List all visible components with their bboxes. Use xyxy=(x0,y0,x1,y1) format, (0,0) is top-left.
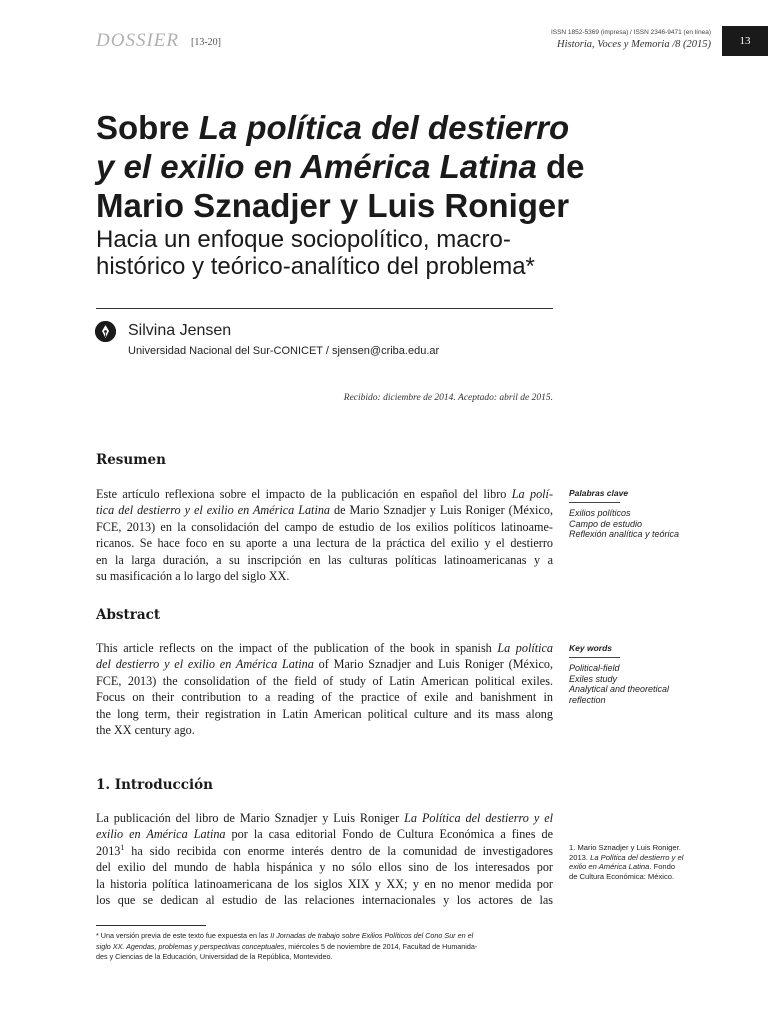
section-label: DOSSIER xyxy=(96,30,179,51)
keywords-es-list xyxy=(569,508,679,540)
text-run: 2013. xyxy=(569,852,591,862)
keyword-item: reflection xyxy=(569,694,606,705)
note-line: 1. Mario Sznadjer y Luis Roniger. xyxy=(569,843,681,852)
text-line: the XX century ago. xyxy=(96,723,195,738)
keyword-item: Exiles study xyxy=(569,673,618,684)
keyword-item: Political-field xyxy=(569,663,620,673)
note-line: des y Ciencias de la Educación, Universidad de la República, Montevideo. xyxy=(96,952,333,961)
text-line: su masificación a lo largo del siglo XX. xyxy=(96,569,290,584)
text-line: ricanos. Se hace foco en su aporte a una lectura de la práctica del exilio y el destierro xyxy=(96,536,553,551)
intro-heading: 1. Introducción xyxy=(96,777,213,793)
title-part: Sobre xyxy=(96,109,199,146)
text-line: del exilio del mundo de habla hispánica y no sólo ellos sino de los interesados por xyxy=(96,860,553,875)
text-line: los que se dedican al estudio de las relaciones internacionales y los actores de las xyxy=(96,893,553,908)
keywords-es-title: Palabras clave xyxy=(569,488,629,498)
text-run: ha sido recibida con enorme interés dentro de la comunidad de investigadores xyxy=(124,843,553,858)
text-run: siglo XX. Agendas, problemas y perspectivas conceptuales xyxy=(96,941,285,951)
author-name: Silvina Jensen xyxy=(128,322,232,339)
intro-paragraph xyxy=(96,810,553,908)
abstract-heading: Abstract xyxy=(96,607,161,623)
keyword-item: Reflexión analítica y teórica xyxy=(569,529,680,539)
keywords-en-rule xyxy=(569,657,620,658)
page-range: [13-20] xyxy=(191,37,221,48)
keyword-item: Campo de estudio xyxy=(569,518,643,529)
abstract-paragraph xyxy=(96,640,553,738)
keywords-en-title: Key words xyxy=(569,643,612,653)
issn: ISSN 1852-5369 (impresa) / ISSN 2346-9471 (en línea) xyxy=(550,29,711,36)
note-line: de Cultura Económica: México. xyxy=(569,871,675,881)
text-run: , miércoles 5 de noviembre de 2014, Facultad de Humanida- xyxy=(284,941,478,951)
text-run: Este artículo reflexiona sobre el impacto de la publicación en español del libro xyxy=(96,487,512,501)
text-run: por la casa editorial Fondo de Cultura Económica a fines de xyxy=(225,827,553,842)
text-run: exilio en América Latina xyxy=(96,827,226,842)
text-run: 2013 xyxy=(96,843,121,858)
text-line: the long term, their registration in Latin American political culture and its mass along xyxy=(96,706,553,721)
footnote-divider xyxy=(96,925,206,926)
margin-note xyxy=(569,843,709,881)
keyword-item: Exilios políticos xyxy=(569,508,631,518)
subtitle-line: histórico y teórico-analítico del problema* xyxy=(96,253,535,280)
text-run: de Mario Sznadjer y Luis Roniger (México, xyxy=(330,503,553,518)
author-affiliation: Universidad Nacional del Sur-CONICET / sjensen@criba.edu.ar xyxy=(128,345,440,357)
text-run: . Fondo xyxy=(649,862,676,871)
title-divider xyxy=(96,308,553,309)
text-run: La Política del destierro y el xyxy=(590,852,684,862)
text-run: tica del destierro y el exilio en América Latina xyxy=(96,503,331,518)
text-run: del destierro y el exilio en América Latina xyxy=(96,657,314,672)
resumen-paragraph xyxy=(96,486,553,584)
article-title xyxy=(96,108,716,225)
title-book-part: La política del destierro xyxy=(198,109,570,146)
journal-name: Historia, Voces y Memoria /8 (2015) xyxy=(557,39,711,50)
text-line: FCE, 2013) en la consolidación del campo de estudio de los exilios políticos latinoame- xyxy=(96,519,553,534)
received-dates: Recibido: diciembre de 2014. Aceptado: abril de 2015. xyxy=(343,393,553,403)
title-part: Mario Sznadjer y Luis Roniger xyxy=(96,187,570,224)
text-run: La polí- xyxy=(511,487,553,501)
text-run: La política xyxy=(497,641,554,655)
text-run: * Una versión previa de este texto fue expuesta en las xyxy=(96,931,271,940)
text-line: Focus on their contribution to a reading of the practice of exile and banishment in xyxy=(96,690,553,705)
keywords-es-rule xyxy=(569,502,620,503)
resumen-heading: Resumen xyxy=(96,452,166,468)
title-book-part: y el exilio en América Latina xyxy=(96,148,537,185)
text-line: en la larga duración, a su inscripción en las culturas políticas latinoamericanas y a xyxy=(96,552,553,567)
footnote-ref[interactable]: 1 xyxy=(120,842,125,852)
text-run: of Mario Sznadjer and Luis Roniger (México, xyxy=(313,657,553,672)
page-number-box xyxy=(722,26,768,56)
subtitle-line: Hacia un enfoque sociopolítico, macro- xyxy=(96,226,511,253)
page-number: 13 xyxy=(739,35,751,47)
author-pen-icon xyxy=(95,321,116,342)
text-line: la historia política latinoamericana de los siglos XIX y XX; y en no menor medida por xyxy=(96,876,553,891)
keywords-en-list xyxy=(569,663,669,705)
footnote xyxy=(96,931,553,963)
title-part: de xyxy=(536,148,585,185)
text-run: II Jornadas de trabajo sobre Exilios Políticos del Cono Sur en el xyxy=(270,931,474,940)
article-subtitle xyxy=(96,226,696,280)
text-run: La publicación del libro de Mario Sznadjer y Luis Roniger xyxy=(96,811,405,825)
text-line: FCE, 2013) the consolidation of the field of study of Latin American political exiles. xyxy=(96,673,553,688)
text-run: La Política del destierro y el xyxy=(404,811,554,825)
text-run: exilio en América Latina xyxy=(569,862,650,871)
keyword-item: Analytical and theoretical xyxy=(569,684,670,694)
text-run: This article reflects on the impact of the publication of the book in spanish xyxy=(96,641,498,655)
